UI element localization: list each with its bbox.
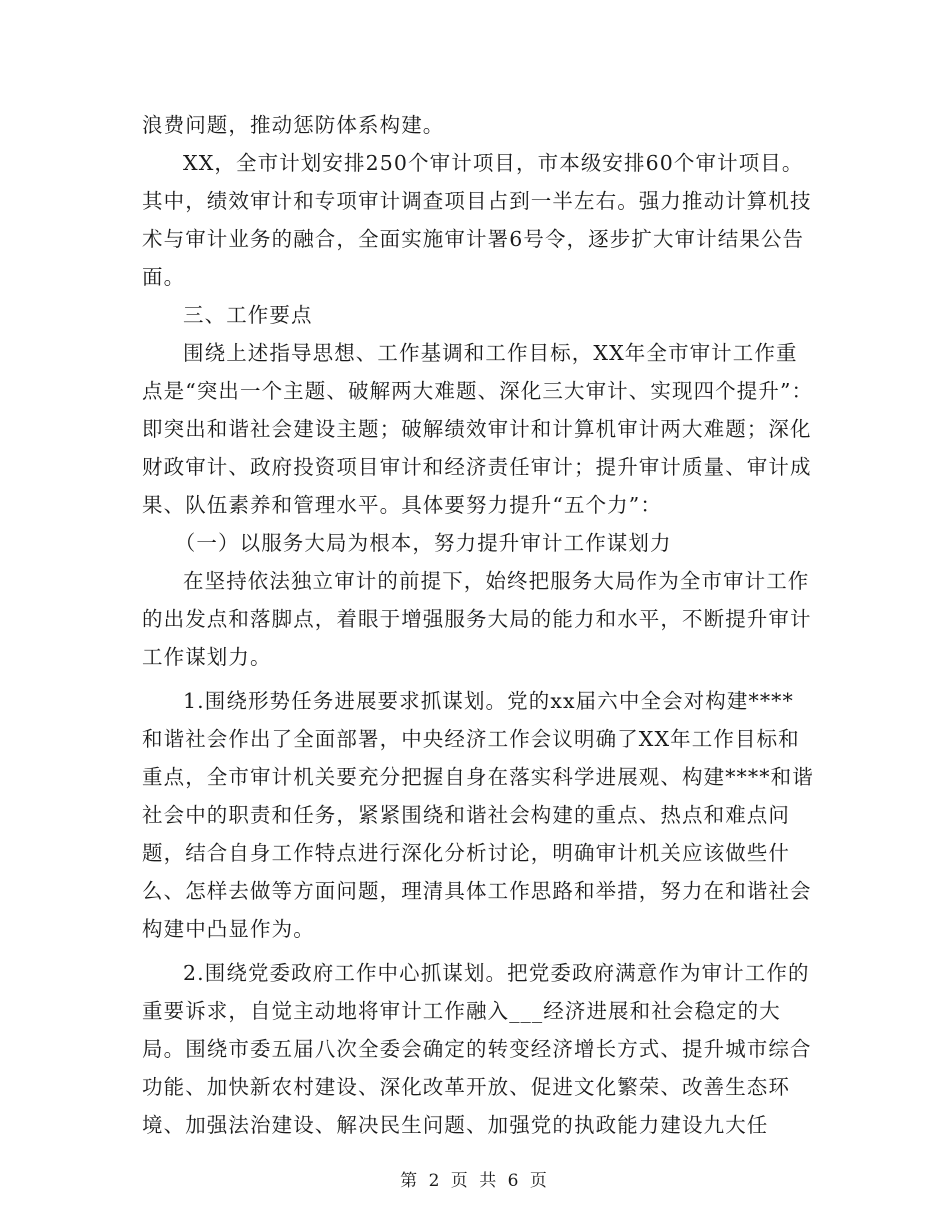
paragraph-serve-overall: 在坚持依法独立审计的前提下，始终把服务大局作为全市审计工作的出发点和落脚点，着眼于增强服务大局的能力和水平，不断提升审计工作谋划力。 [142, 569, 812, 669]
document-body [142, 106, 814, 1144]
page-number-footer: 第 2 页 共 6 页 [400, 1171, 550, 1191]
section-heading-work-points: 三、工作要点 [183, 303, 313, 327]
paragraph-item-1: 1.围绕形势任务进展要求抓谋划。党的xx届六中全会对构建****和谐社会作出了全面部署，中央经济工作会议明确了XX年工作目标和重点，全市审计机关要充分把握自身在落实科学进展观、构建****和谐社会中的职责和任务，紧紧围绕和谐社会构建的重点、热点和难点问题，结合自身工作特点进行深化分析讨论，明确审计机关应该做些什么、怎样去做等方面问题，理清具体工作思路和举措，努力在和谐社会构建中凸显作为。 [142, 689, 814, 941]
paragraph-item-2: 2.围绕党委政府工作中心抓谋划。把党委政府满意作为审计工作的重要诉求，自觉主动地将审计工作融入___经济进展和社会稳定的大局。围绕市委五届八次全委会确定的转变经济增长方式、提升城市综合功能、加快新农村建设、深化改革开放、促进文化繁荣、改善生态环境、加强法治建设、解决民生问题、加强党的执政能力建设九大任 [142, 961, 812, 1137]
paragraph-continuation: 浪费问题，推动惩防体系构建。 [142, 113, 445, 137]
paragraph-work-focus: 围绕上述指导思想、工作基调和工作目标，XX年全市审计工作重点是“突出一个主题、破解两大难题、深化三大审计、实现四个提升”：即突出和谐社会建设主题；破解绩效审计和计算机审计两大难题；深化财政审计、政府投资项目审计和经济责任审计；提升审计质量、审计成果、队伍素养和管理水平。具体要努力提升“五个力”： [142, 341, 814, 517]
paragraph-audit-plan: XX，全市计划安排250个审计项目，市本级安排60个审计项目。其中，绩效审计和专项审计调查项目占到一半左右。强力推动计算机技术与审计业务的融合，全面实施审计署6号令，逐步扩大审计结果公告面。 [142, 151, 812, 289]
subsection-heading-one: （一）以服务大局为根本，努力提升审计工作谋划力 [174, 531, 672, 555]
